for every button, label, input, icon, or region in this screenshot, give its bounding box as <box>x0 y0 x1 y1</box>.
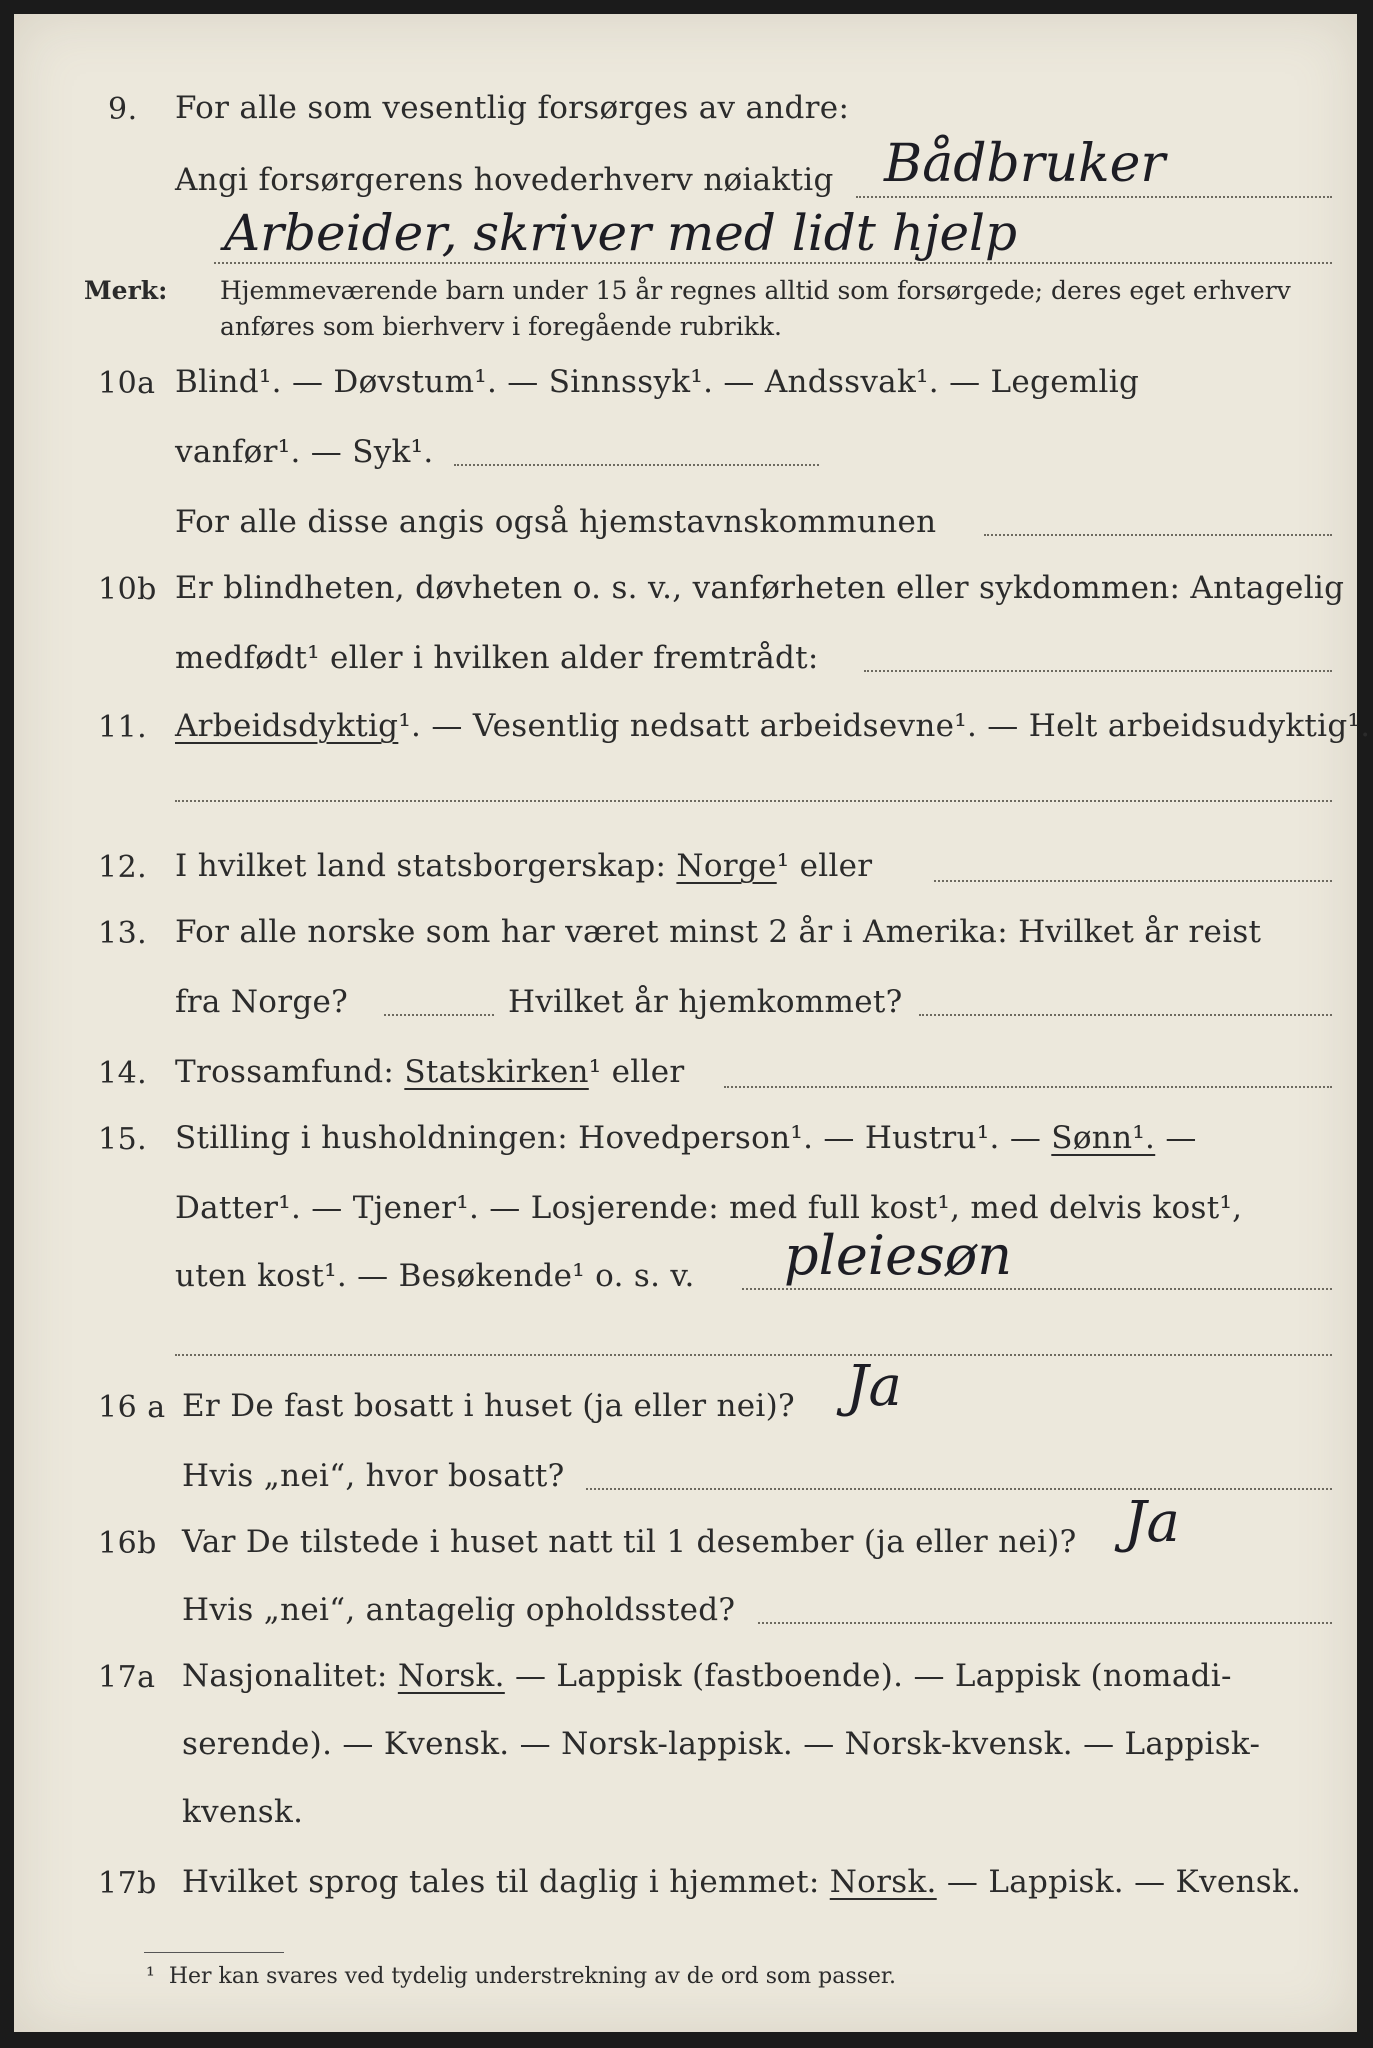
q16b-answer-line <box>758 1622 1332 1624</box>
q14-answer-line <box>724 1086 1332 1088</box>
q15-line1 <box>175 1120 1197 1156</box>
census-form-page <box>14 14 1371 2032</box>
q17a-option-selected: Norsk. <box>397 1658 505 1694</box>
q10a-answer-line <box>454 464 819 466</box>
q11-option-selected: Arbeidsdyktig <box>175 708 399 744</box>
q14-option-selected: Statskirken <box>404 1054 589 1090</box>
q15-line2: Datter¹. — Tjener¹. — Losjerende: med full kost¹, med delvis kost¹, <box>175 1190 1243 1226</box>
q17a-number: 17a <box>98 1660 156 1695</box>
q9-handwritten-detail: Arbeider, skriver med lidt hjelp <box>224 204 1018 262</box>
q16b-handwritten-answer: Ja <box>1124 1490 1180 1555</box>
q12-number: 12. <box>98 850 148 885</box>
q15-answer-line <box>742 1288 1332 1290</box>
q10b-line2: medfødt¹ eller i hvilken alder fremtrådt: <box>175 640 819 676</box>
merk-label: Merk: <box>84 276 168 305</box>
q17b-option-selected: Norsk. <box>829 1864 937 1900</box>
footnote-mark: ¹ <box>146 1964 155 1989</box>
q16b-line2: Hvis „nei“, antagelig opholdssted? <box>182 1592 736 1628</box>
q17b-line <box>182 1864 1301 1900</box>
q12-line <box>175 848 872 884</box>
q15-handwritten-answer: pleiesøn <box>784 1224 1013 1287</box>
q15-line3: uten kost¹. — Besøkende¹ o. s. v. <box>175 1258 695 1294</box>
q17a-options-rest: — Lappisk (fastboende). — Lappisk (nomadi- <box>514 1658 1232 1694</box>
q16a-handwritten-answer: Ja <box>846 1354 902 1419</box>
q11-answer-line <box>175 800 1332 802</box>
q13-number: 13. <box>98 916 148 951</box>
q17a-question: Nasjonalitet: <box>182 1658 388 1694</box>
q17b-options-rest: — Lappisk. — Kvensk. <box>946 1864 1302 1900</box>
q10b-number: 10b <box>98 572 157 607</box>
q13-line2b: Hvilket år hjemkommet? <box>508 984 903 1020</box>
footnote-rule <box>144 1952 284 1953</box>
q12-option-rest: ¹ eller <box>776 848 873 884</box>
footnote <box>146 1964 896 1989</box>
q10a-line1: Blind¹. — Døvstum¹. — Sinnssyk¹. — Andssvak¹. — Legemlig <box>175 364 1140 400</box>
q16a-answer-line <box>586 1488 1332 1490</box>
q14-number: 14. <box>98 1056 148 1091</box>
q11-number: 11. <box>98 710 148 745</box>
q17a-line3: kvensk. <box>182 1794 304 1830</box>
q11-line <box>175 708 1370 744</box>
q16a-line2: Hvis „nei“, hvor bosatt? <box>182 1458 565 1494</box>
merk-note-line2: anføres som bierhverv i foregående rubrikk. <box>220 312 782 341</box>
q13-line1: For alle norske som har været minst 2 år i Amerika: Hvilket år reist <box>175 914 1262 950</box>
footnote-text: Her kan svares ved tydelig understrekning av de ord som passer. <box>168 1964 897 1989</box>
q10b-answer-line <box>864 670 1332 672</box>
q11-options-rest: ¹. — Vesentlig nedsatt arbeidsevne¹. — Helt arbeidsudyktig¹. <box>398 708 1371 744</box>
q9-handwritten-occupation: Bådbruker <box>884 134 1166 194</box>
q10a-number: 10a <box>98 366 156 401</box>
q13-line2a: fra Norge? <box>175 984 349 1020</box>
q15-line1-end: — <box>1165 1120 1197 1156</box>
q10a-hometown-line <box>984 534 1332 536</box>
q12-question: I hvilket land statsborgerskap: <box>175 848 667 884</box>
q12-option-selected: Norge <box>676 848 777 884</box>
q10a-line2: vanfør¹. — Syk¹. <box>175 434 434 470</box>
q13-year-left-line <box>384 1014 494 1016</box>
q16a-line1: Er De fast bosatt i huset (ja eller nei)? <box>182 1388 795 1424</box>
q15-extra-line <box>175 1354 1332 1356</box>
q16b-line1: Var De tilstede i huset natt til 1 desember (ja eller nei)? <box>182 1524 1077 1560</box>
q17a-line1 <box>182 1658 1232 1694</box>
q9-answer-line2 <box>214 262 1332 264</box>
q15-number: 15. <box>98 1122 148 1157</box>
q9-question-line2: Angi forsørgerens hovederhverv nøiaktig <box>175 162 834 198</box>
q9-answer-line1 <box>856 196 1332 198</box>
q9-number: 9. <box>108 92 138 127</box>
q13-year-returned-line <box>919 1014 1332 1016</box>
q10a-line3: For alle disse angis også hjemstavnskommunen <box>175 504 937 540</box>
q14-question: Trossamfund: <box>175 1054 395 1090</box>
q10b-line1: Er blindheten, døvheten o. s. v., vanførheten eller sykdommen: Antagelig <box>175 570 1345 606</box>
q12-answer-line <box>934 880 1332 882</box>
q16a-number: 16 a <box>98 1390 166 1425</box>
q17b-number: 17b <box>98 1866 157 1901</box>
q17b-question: Hvilket sprog tales til daglig i hjemmet: <box>182 1864 820 1900</box>
merk-note-line1: Hjemmeværende barn under 15 år regnes alltid som forsørgede; deres eget erhverv <box>220 276 1291 305</box>
q17a-line2: serende). — Kvensk. — Norsk-lappisk. — Norsk-kvensk. — Lappisk- <box>182 1726 1261 1762</box>
q14-option-rest: ¹ eller <box>588 1054 685 1090</box>
q14-line <box>175 1054 685 1090</box>
q16b-number: 16b <box>98 1526 157 1561</box>
q15-line1-text: Stilling i husholdningen: Hovedperson¹. — Hustru¹. — <box>175 1120 1042 1156</box>
q9-question-line1: For alle som vesentlig forsørges av andre: <box>175 90 850 126</box>
q15-option-selected: Sønn¹. <box>1051 1120 1156 1156</box>
